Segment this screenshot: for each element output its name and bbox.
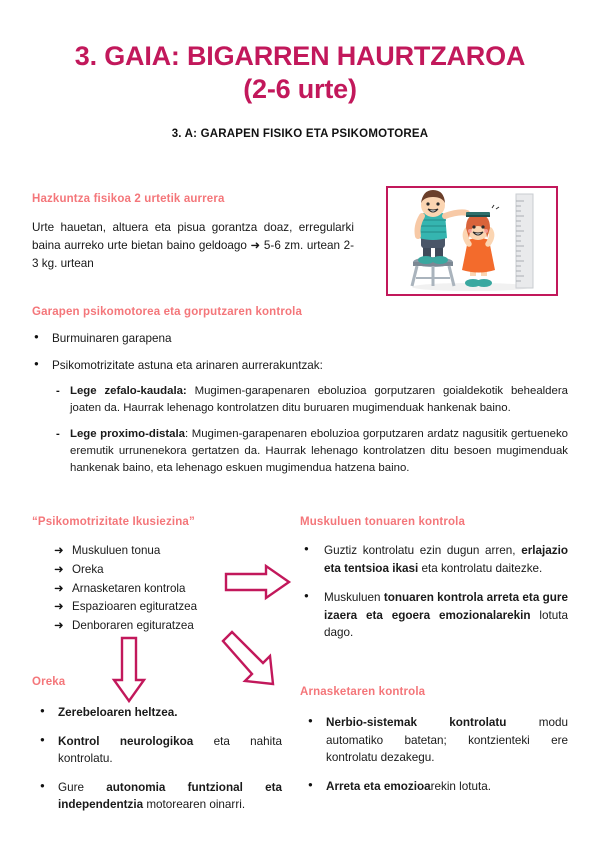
section-physical-growth bbox=[32, 193, 354, 272]
law-text: Mugimen-garapenaren eboluzioa gorputzaren goialdekotik behealdera joaten da. Haurrak lehenago kontrolatzen ditu buruaren mugimenduak hankenak baino. bbox=[70, 385, 568, 415]
list-item bbox=[300, 714, 568, 767]
arrow-diagonal-down-right-icon bbox=[219, 628, 281, 695]
plain-text: rekin lotuta. bbox=[430, 779, 491, 793]
list-item: ➜ Denboraren egituratzea bbox=[54, 617, 282, 636]
list-item bbox=[32, 704, 282, 722]
plain-text: eta kontrolatu daitezke. bbox=[418, 561, 543, 575]
section-psychomotor-development bbox=[32, 306, 568, 486]
plain-text: Guztiz kontrolatu ezin dugun arren, bbox=[324, 544, 522, 557]
list-item bbox=[300, 778, 568, 796]
section-invisible-heading: “Psikomotrizitate Ikusiezina” bbox=[32, 516, 195, 528]
emphasis-text: tonuaren kontrola arreta eta gure izaera eta egoera emozionalarekin bbox=[324, 591, 568, 622]
page-subtitle: 3. A: GARAPEN FISIKO ETA PSIKOMOTOREA bbox=[171, 127, 429, 140]
plain-text: eta nahita kontrolatu. bbox=[58, 734, 282, 766]
two-children-height-measurement-illustration bbox=[386, 186, 558, 296]
list-item bbox=[56, 383, 568, 418]
plain-text: lotuta dago. bbox=[324, 608, 569, 640]
plain-text: Gure bbox=[58, 780, 107, 794]
page-title-line-2: (2-6 urte) bbox=[243, 73, 357, 104]
psychomotor-law-list bbox=[32, 383, 568, 478]
emphasis-text: Nerbio-sistemak kontrolatu bbox=[326, 716, 507, 729]
section-balance bbox=[32, 676, 282, 825]
plain-text: motorearen oinarri. bbox=[143, 798, 246, 812]
list-item bbox=[56, 426, 568, 478]
emphasis-text: erlajazio eta tentsioa ikasi bbox=[324, 544, 568, 575]
breathing-bullet-list bbox=[300, 714, 568, 795]
list-item: ➜ Arnasketaren kontrola bbox=[54, 580, 282, 599]
muscle-tone-bullet-list bbox=[300, 542, 568, 642]
emphasis-text: Arreta eta emozioa bbox=[326, 779, 431, 793]
psychomotor-bullet-list bbox=[32, 330, 568, 374]
section-physical-growth-heading: Hazkuntza fisikoa 2 urtetik aurrera bbox=[32, 193, 225, 205]
plain-text: Muskuluen bbox=[324, 591, 384, 605]
section-muscle-tone-heading: Muskuluen tonuaren kontrola bbox=[300, 516, 466, 528]
list-item bbox=[32, 779, 282, 814]
list-item: ➜ Oreka bbox=[54, 561, 282, 580]
list-item bbox=[32, 733, 282, 768]
plain-text: modu automatiko batetan; kontzienteki ere kontrolatu dezakegu. bbox=[326, 716, 568, 765]
list-item bbox=[300, 589, 568, 642]
page-title bbox=[0, 0, 600, 106]
list-item: ➜ Muskuluen tonua bbox=[54, 542, 282, 561]
emphasis-text: Zerebeloaren heltzea. bbox=[58, 706, 178, 719]
section-physical-growth-paragraph: Urte hauetan, altuera eta pisua gorantza doaz, erregularki baina aurreko urte bietan baino geldoago ➜ 5-6 zm. urtean 2-3 kg. urtean bbox=[32, 221, 354, 270]
page-title-line-1: 3. GAIA: BIGARREN HAURTZAROA bbox=[74, 41, 526, 71]
law-text: : Mugimen-garapenaren eboluzioa gorputzaren ardatz nagusitik gertueneko eremutik urrunenekora gertatzen da. Haurrak lehenago kontrolatzen ditu besoen mugimenduak hankenak baino, eta lehenago eskuen mugimendua hatzena baino. bbox=[70, 427, 568, 475]
emphasis-text: autonomia funtzional eta independentzia bbox=[58, 780, 283, 812]
balance-bullet-list bbox=[32, 704, 282, 814]
section-breathing-control bbox=[300, 686, 568, 806]
section-psychomotor-heading: Garapen psikomotorea eta gorputzaren kontrola bbox=[32, 306, 303, 318]
illustration-svg bbox=[388, 188, 556, 294]
law-term: Lege zefalo-kaudala: bbox=[70, 385, 187, 398]
arrow-right-icon bbox=[224, 563, 292, 606]
section-balance-heading: Oreka bbox=[32, 676, 66, 688]
section-breathing-heading: Arnasketaren kontrola bbox=[300, 686, 426, 698]
list-item: ● Burmuinaren garapena bbox=[32, 330, 568, 348]
section-muscle-tone-control bbox=[300, 516, 568, 654]
list-item: ➜ Espazioaren egituratzea bbox=[54, 598, 282, 617]
emphasis-text: Kontrol neurologikoa bbox=[58, 734, 194, 748]
law-term: Lege proximo-distala bbox=[70, 427, 185, 440]
list-item: ● Psikomotrizitate astuna eta arinaren aurrerakuntzak: bbox=[32, 357, 568, 375]
list-item bbox=[300, 542, 568, 577]
arrow-down-icon bbox=[110, 636, 148, 709]
